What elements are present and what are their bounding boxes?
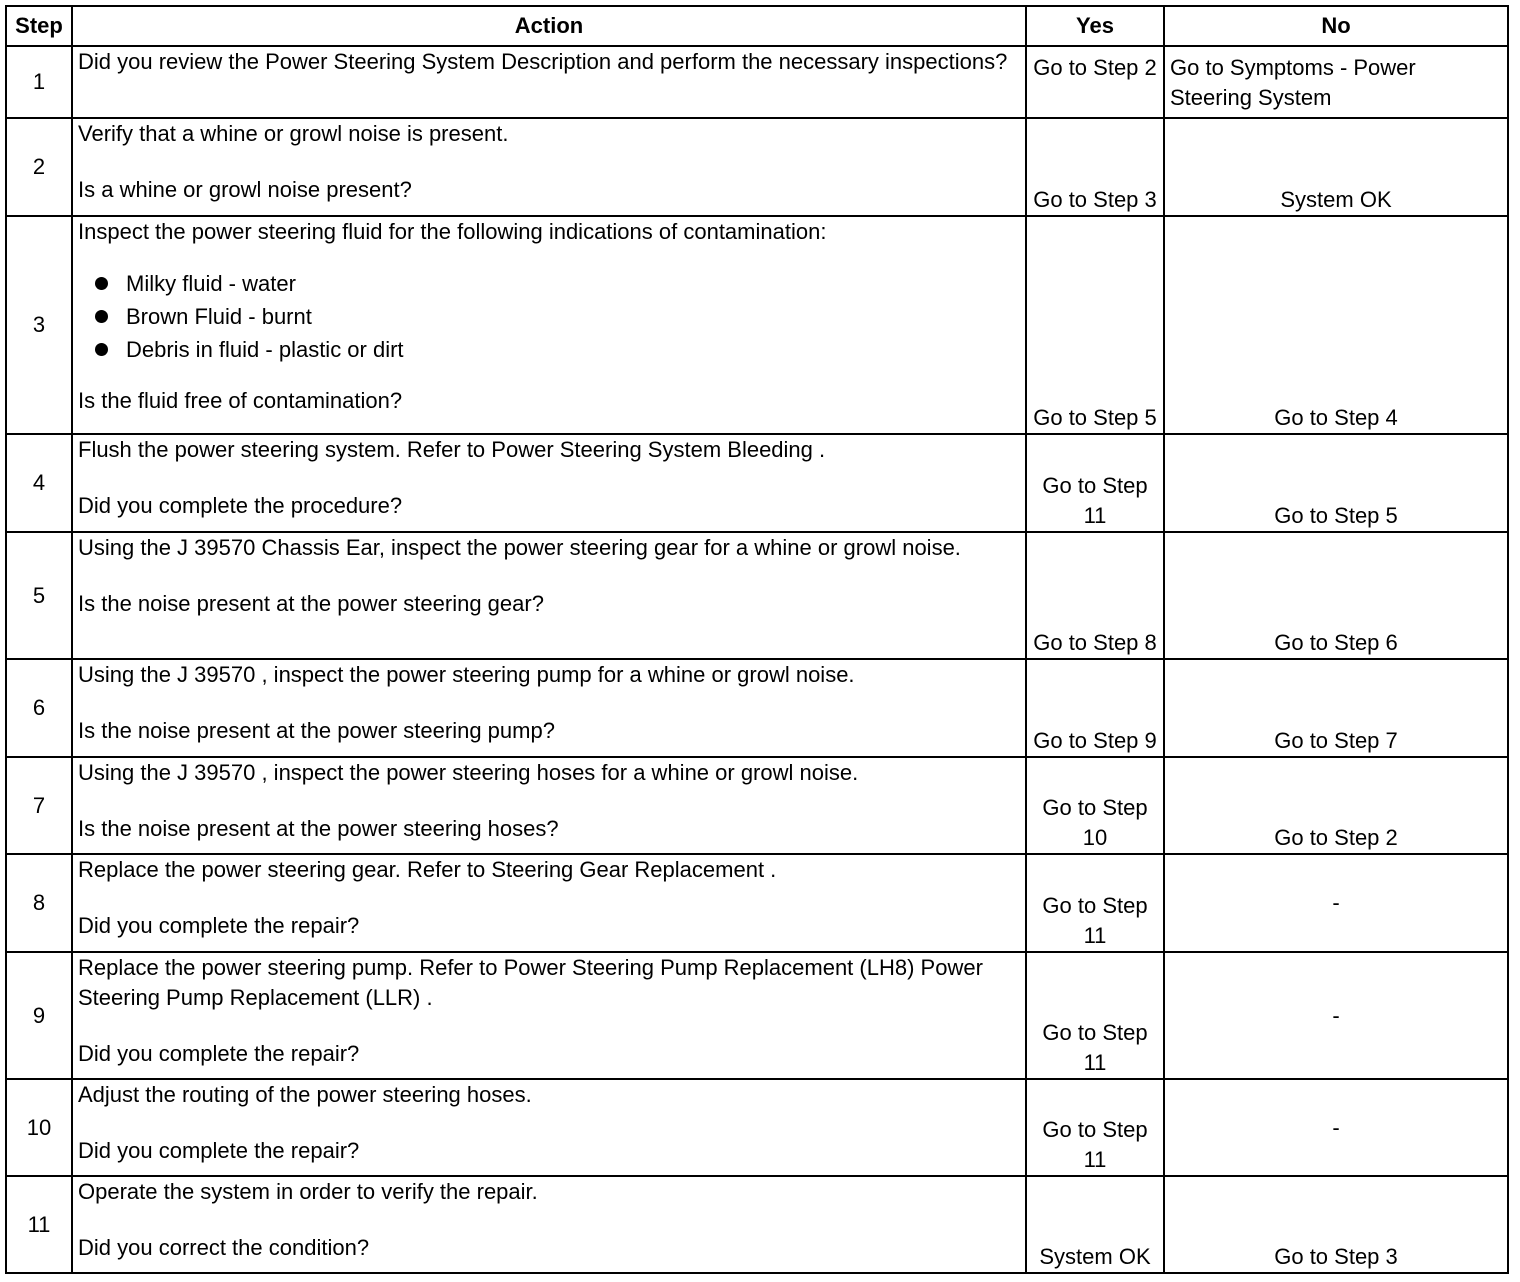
- step-number: 11: [6, 1176, 72, 1273]
- step-number: 9: [6, 952, 72, 1079]
- action-text: Using the J 39570 , inspect the power steering pump for a whine or growl noise.: [78, 662, 855, 687]
- action-question: Did you complete the repair?: [78, 1041, 360, 1066]
- step-number: 10: [6, 1079, 72, 1176]
- yes-cell: Go to Step 8: [1026, 532, 1164, 659]
- action-text: Operate the system in order to verify the repair.: [78, 1179, 538, 1204]
- table-row: [6, 216, 1508, 434]
- header-row: [6, 6, 1508, 46]
- yes-cell: Go to Step 2: [1026, 46, 1164, 118]
- action-cell: [72, 216, 1026, 434]
- table-row: [6, 952, 1508, 1079]
- action-text: Flush the power steering system. Refer to Power Steering System Bleeding .: [78, 437, 826, 462]
- table-row: [6, 659, 1508, 757]
- action-text: Using the J 39570 , inspect the power steering hoses for a whine or growl noise.: [78, 760, 859, 785]
- step-number: 1: [6, 46, 72, 118]
- contamination-list: [78, 267, 1020, 366]
- list-item: Milky fluid - water: [78, 267, 1020, 300]
- step-number: 3: [6, 216, 72, 434]
- action-cell: [72, 952, 1026, 1079]
- yes-cell: Go to Step 3: [1026, 118, 1164, 216]
- action-text: Using the J 39570 Chassis Ear, inspect the power steering gear for a whine or growl noise.: [78, 535, 961, 560]
- action-cell: [72, 1079, 1026, 1176]
- diagnostic-table: [5, 5, 1509, 1274]
- header-action: Action: [72, 6, 1026, 46]
- step-number: 4: [6, 434, 72, 532]
- yes-cell: Go to Step 10: [1026, 757, 1164, 854]
- table-row: [6, 1176, 1508, 1273]
- diagnostic-table-wrapper: [5, 5, 1509, 1274]
- action-question: Did you complete the procedure?: [78, 493, 403, 518]
- action-question: Is the noise present at the power steering pump?: [78, 718, 555, 743]
- table-row: [6, 118, 1508, 216]
- action-cell: [72, 46, 1026, 118]
- table-row: [6, 532, 1508, 659]
- action-question: Did you complete the repair?: [78, 913, 360, 938]
- action-cell: [72, 854, 1026, 952]
- table-row: [6, 757, 1508, 854]
- yes-cell: Go to Step 9: [1026, 659, 1164, 757]
- no-cell: System OK: [1164, 118, 1508, 216]
- header-yes: Yes: [1026, 6, 1164, 46]
- table-row: [6, 434, 1508, 532]
- action-text: Replace the power steering pump. Refer to Power Steering Pump Replacement (LH8) Power Steering Pump Replacement (LLR) .: [78, 955, 983, 1010]
- action-question: Did you complete the repair?: [78, 1138, 360, 1163]
- yes-cell: System OK: [1026, 1176, 1164, 1273]
- no-cell: Go to Symptoms - Power Steering System: [1164, 46, 1508, 118]
- step-number: 2: [6, 118, 72, 216]
- yes-cell: Go to Step 11: [1026, 434, 1164, 532]
- no-cell: Go to Step 7: [1164, 659, 1508, 757]
- no-cell: -: [1164, 952, 1508, 1079]
- action-question: Is a whine or growl noise present?: [78, 177, 412, 202]
- list-item: Debris in fluid - plastic or dirt: [78, 333, 1020, 366]
- yes-cell: Go to Step 11: [1026, 1079, 1164, 1176]
- header-no: No: [1164, 6, 1508, 46]
- action-cell: [72, 118, 1026, 216]
- action-text: Replace the power steering gear. Refer to Steering Gear Replacement .: [78, 857, 777, 882]
- no-cell: -: [1164, 1079, 1508, 1176]
- action-question: Is the fluid free of contamination?: [78, 388, 403, 413]
- step-number: 6: [6, 659, 72, 757]
- step-number: 7: [6, 757, 72, 854]
- table-row: [6, 854, 1508, 952]
- header-step: Step: [6, 6, 72, 46]
- action-question: Is the noise present at the power steering hoses?: [78, 816, 559, 841]
- yes-cell: Go to Step 5: [1026, 216, 1164, 434]
- action-question: Did you correct the condition?: [78, 1235, 370, 1260]
- list-item: Brown Fluid - burnt: [78, 300, 1020, 333]
- step-number: 8: [6, 854, 72, 952]
- no-cell: Go to Step 4: [1164, 216, 1508, 434]
- action-cell: [72, 659, 1026, 757]
- step-number: 5: [6, 532, 72, 659]
- no-cell: Go to Step 5: [1164, 434, 1508, 532]
- action-text: Adjust the routing of the power steering hoses.: [78, 1082, 532, 1107]
- action-text: Did you review the Power Steering System Description and perform the necessary inspections?: [78, 49, 1008, 74]
- yes-cell: Go to Step 11: [1026, 854, 1164, 952]
- action-cell: [72, 434, 1026, 532]
- action-text: Verify that a whine or growl noise is present.: [78, 121, 509, 146]
- action-cell: [72, 1176, 1026, 1273]
- no-cell: -: [1164, 854, 1508, 952]
- no-cell: Go to Step 2: [1164, 757, 1508, 854]
- yes-cell: Go to Step 11: [1026, 952, 1164, 1079]
- table-row: [6, 46, 1508, 118]
- action-cell: [72, 532, 1026, 659]
- table-row: [6, 1079, 1508, 1176]
- action-cell: [72, 757, 1026, 854]
- action-text: Inspect the power steering fluid for the following indications of contamination:: [78, 219, 827, 244]
- action-question: Is the noise present at the power steering gear?: [78, 591, 544, 616]
- no-cell: Go to Step 3: [1164, 1176, 1508, 1273]
- no-cell: Go to Step 6: [1164, 532, 1508, 659]
